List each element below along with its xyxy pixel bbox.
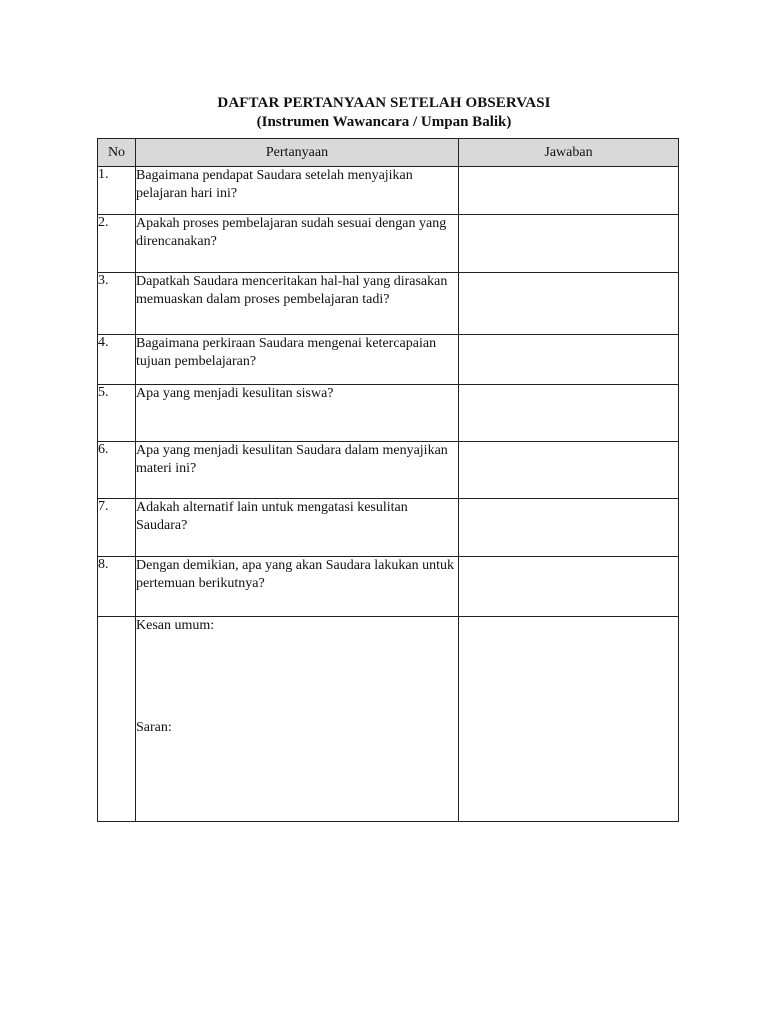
table-row (98, 442, 679, 499)
document-subtitle: (Instrumen Wawancara / Umpan Balik) (256, 114, 512, 130)
document-title: DAFTAR PERTANYAAN SETELAH OBSERVASI (217, 95, 551, 111)
row-answer[interactable] (459, 442, 679, 499)
row-number: 4. (98, 335, 136, 385)
row-answer-final[interactable] (459, 617, 679, 822)
table-row (98, 167, 679, 215)
row-answer[interactable] (459, 335, 679, 385)
kesan-label: Kesan umum: (136, 618, 215, 633)
row-number: 6. (98, 442, 136, 499)
row-number: 1. (98, 167, 136, 215)
row-answer[interactable] (459, 215, 679, 273)
table-row (98, 273, 679, 335)
row-answer[interactable] (459, 385, 679, 442)
table-row (98, 335, 679, 385)
row-question: Bagaimana pendapat Saudara setelah menyajikan pelajaran hari ini? (136, 167, 459, 215)
row-answer[interactable] (459, 499, 679, 557)
row-number: 8. (98, 557, 136, 617)
header-no: No (98, 139, 136, 167)
row-question: Dapatkah Saudara menceritakan hal-hal yang dirasakan memuaskan dalam proses pembelajaran tadi? (136, 273, 459, 335)
row-answer[interactable] (459, 557, 679, 617)
table-row (98, 499, 679, 557)
row-question: Apakah proses pembelajaran sudah sesuai dengan yang direncanakan? (136, 215, 459, 273)
row-number-empty (98, 617, 136, 822)
table-row (98, 215, 679, 273)
row-question: Dengan demikian, apa yang akan Saudara lakukan untuk pertemuan berikutnya? (136, 557, 459, 617)
header-question: Pertanyaan (136, 139, 459, 167)
saran-label: Saran: (136, 720, 172, 735)
row-number: 7. (98, 499, 136, 557)
table-row (98, 385, 679, 442)
row-question: Apa yang menjadi kesulitan siswa? (136, 385, 459, 442)
row-question: Adakah alternatif lain untuk mengatasi kesulitan Saudara? (136, 499, 459, 557)
questionnaire-table (97, 138, 679, 822)
header-answer: Jawaban (459, 139, 679, 167)
row-question: Bagaimana perkiraan Saudara mengenai ketercapaian tujuan pembelajaran? (136, 335, 459, 385)
title-block (0, 93, 768, 132)
row-answer[interactable] (459, 273, 679, 335)
row-impressions (136, 617, 459, 822)
table-row-final (98, 617, 679, 822)
row-answer[interactable] (459, 167, 679, 215)
row-number: 5. (98, 385, 136, 442)
row-number: 3. (98, 273, 136, 335)
table-row (98, 557, 679, 617)
row-number: 2. (98, 215, 136, 273)
table-header-row (98, 139, 679, 167)
row-question: Apa yang menjadi kesulitan Saudara dalam menyajikan materi ini? (136, 442, 459, 499)
